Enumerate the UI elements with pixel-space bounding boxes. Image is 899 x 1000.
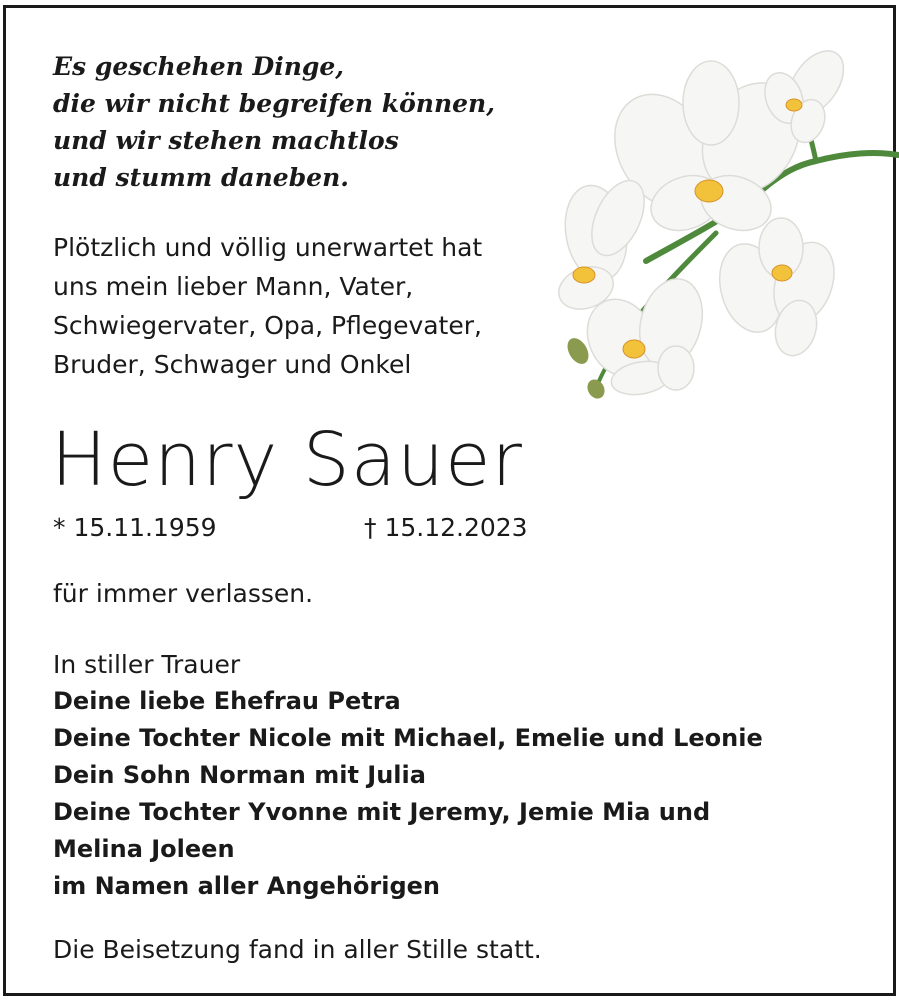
mourner-line: Deine Tochter Yvonne mit Jeremy, Jemie Mia und xyxy=(53,798,711,826)
intro-line: Plötzlich und völlig unerwartet hat xyxy=(53,233,483,262)
mourners-intro: In stiller Trauer xyxy=(53,650,241,679)
mourner-line: Deine liebe Ehefrau Petra xyxy=(53,687,401,715)
quote-block xyxy=(53,48,495,196)
mourner-line: Dein Sohn Norman mit Julia xyxy=(53,761,426,789)
mourner-line: Deine Tochter Nicole mit Michael, Emelie und Leonie xyxy=(53,724,763,752)
orchid-icon xyxy=(546,43,899,403)
death-date: † 15.12.2023 xyxy=(364,513,528,542)
mourner-line: im Namen aller Angehörigen xyxy=(53,872,441,900)
intro-text xyxy=(53,228,482,384)
mourners-block xyxy=(53,646,763,905)
deceased-name: Henry Sauer xyxy=(51,417,523,503)
intro-line: uns mein lieber Mann, Vater, xyxy=(53,272,414,301)
intro-line: Schwiegervater, Opa, Pflegevater, xyxy=(53,311,482,340)
obituary-frame xyxy=(3,5,896,996)
birth-date: * 15.11.1959 xyxy=(53,513,217,542)
quote-line: und wir stehen machtlos xyxy=(53,126,399,155)
closing-text: Die Beisetzung fand in aller Stille statt. xyxy=(53,935,542,964)
quote-line: die wir nicht begreifen können, xyxy=(53,89,495,118)
mourner-line: Melina Joleen xyxy=(53,835,235,863)
left-text: für immer verlassen. xyxy=(53,579,314,608)
intro-line: Bruder, Schwager und Onkel xyxy=(53,350,412,379)
quote-line: und stumm daneben. xyxy=(53,163,349,192)
quote-line: Es geschehen Dinge, xyxy=(53,52,345,81)
